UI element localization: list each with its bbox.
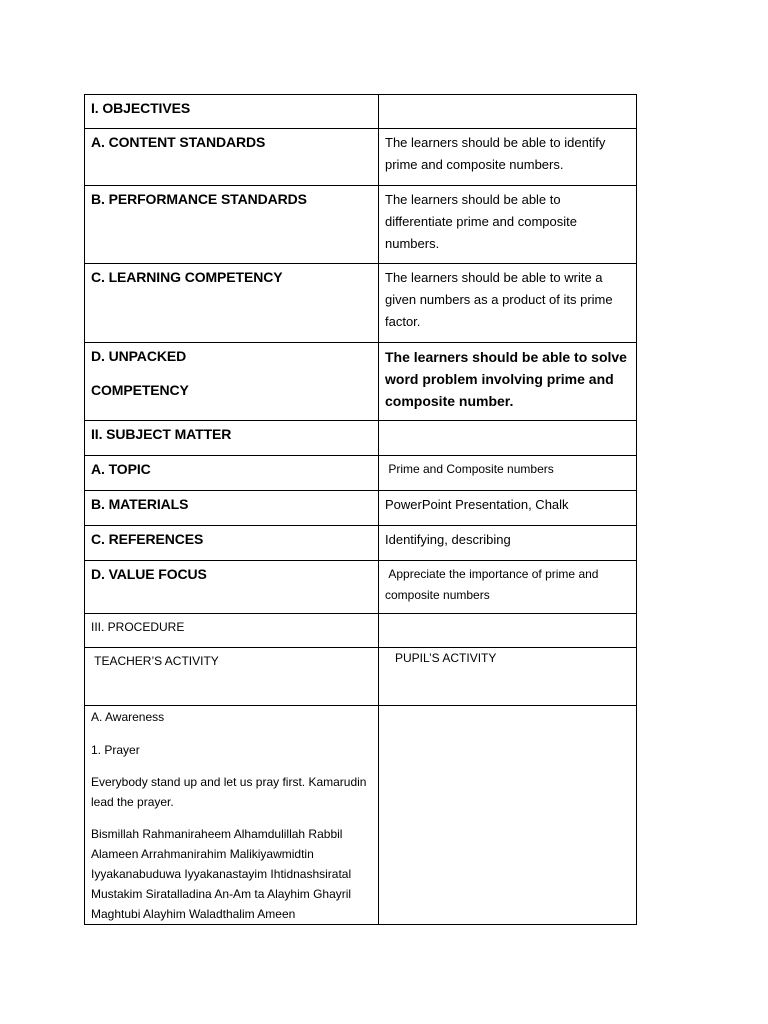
- objectives-label: I. OBJECTIVES: [91, 100, 191, 116]
- cell-learning-competency: [85, 264, 379, 343]
- cell-references: [85, 526, 379, 561]
- cell-teacher-activity: [85, 648, 379, 706]
- references-value: Identifying, describing: [385, 532, 511, 547]
- table-row: [85, 614, 637, 648]
- cell-performance-standards-value: [379, 186, 637, 264]
- performance-standards-label: B. PERFORMANCE STANDARDS: [91, 191, 307, 207]
- table-row: [85, 129, 637, 186]
- learning-competency-value: The learners should be able to write a given numbers as a product of its prime factor.: [385, 270, 613, 329]
- unpacked-label-line1: D. UNPACKED: [91, 348, 187, 364]
- cell-topic: [85, 456, 379, 491]
- table-row: [85, 706, 637, 925]
- cell-references-value: [379, 526, 637, 561]
- content-standards-label: A. CONTENT STANDARDS: [91, 134, 266, 150]
- cell-performance-standards: [85, 186, 379, 264]
- cell-content-standards: [85, 129, 379, 186]
- cell-subject-matter: [85, 421, 379, 456]
- table-row: [85, 456, 637, 491]
- teacher-activity-header: TEACHER’S ACTIVITY: [91, 654, 219, 668]
- table-row: [85, 526, 637, 561]
- table-row: [85, 264, 637, 343]
- prayer-subheading: 1. Prayer: [91, 743, 140, 757]
- performance-standards-value: The learners should be able to differentiate prime and composite numbers.: [385, 192, 577, 251]
- prayer-instruction: Everybody stand up and let us pray first. Kamarudin lead the prayer.: [91, 775, 367, 809]
- table-row: [85, 648, 637, 706]
- cell-procedure: [85, 614, 379, 648]
- prayer-text: Bismillah Rahmaniraheem Alhamdulillah Rabbil Alameen Arrahmanirahim Malikiyawmidtin Iyyakanabuduwa Iyyakanastayim Ihtidnashsiratal Mustakim Siratalladina An-Am ta Alayhim Ghayril Maghtubi Alayhim Waladthalim Ameen: [91, 827, 352, 921]
- value-focus-label: D. VALUE FOCUS: [91, 566, 207, 582]
- cell-value-focus: [85, 561, 379, 614]
- cell-content-standards-value: [379, 129, 637, 186]
- cell-objectives: [85, 95, 379, 129]
- awareness-heading: A. Awareness: [91, 710, 165, 724]
- cell-topic-value: [379, 456, 637, 491]
- table-row: [85, 421, 637, 456]
- cell-objectives-value: [379, 95, 637, 129]
- cell-learning-competency-value: [379, 264, 637, 343]
- table-row: [85, 491, 637, 526]
- value-focus-value: Appreciate the importance of prime and composite numbers: [385, 567, 602, 602]
- content-standards-value: The learners should be able to identify prime and composite numbers.: [385, 135, 606, 172]
- table-row: [85, 561, 637, 614]
- cell-awareness: [85, 706, 379, 925]
- cell-value-focus-value: [379, 561, 637, 614]
- cell-materials-value: [379, 491, 637, 526]
- table-row: [85, 95, 637, 129]
- cell-procedure-value: [379, 614, 637, 648]
- materials-label: B. MATERIALS: [91, 496, 189, 512]
- unpacked-label-line2: COMPETENCY: [91, 382, 189, 398]
- cell-awareness-response: [379, 706, 637, 925]
- topic-value: Prime and Composite numbers: [385, 462, 554, 476]
- table-row: [85, 343, 637, 421]
- procedure-label: III. PROCEDURE: [91, 620, 185, 634]
- learning-competency-label: C. LEARNING COMPETENCY: [91, 269, 283, 285]
- lesson-plan-table: [84, 94, 637, 925]
- cell-unpacked-competency: [85, 343, 379, 421]
- unpacked-competency-value: The learners should be able to solve word problem involving prime and composite number.: [385, 349, 627, 409]
- references-label: C. REFERENCES: [91, 531, 204, 547]
- pupil-activity-header: PUPIL’S ACTIVITY: [395, 651, 497, 665]
- topic-label: A. TOPIC: [91, 461, 151, 477]
- cell-subject-matter-value: [379, 421, 637, 456]
- materials-value: PowerPoint Presentation, Chalk: [385, 497, 569, 512]
- cell-pupil-activity: [379, 648, 637, 706]
- subject-matter-label: II. SUBJECT MATTER: [91, 426, 232, 442]
- cell-unpacked-competency-value: [379, 343, 637, 421]
- cell-materials: [85, 491, 379, 526]
- table-row: [85, 186, 637, 264]
